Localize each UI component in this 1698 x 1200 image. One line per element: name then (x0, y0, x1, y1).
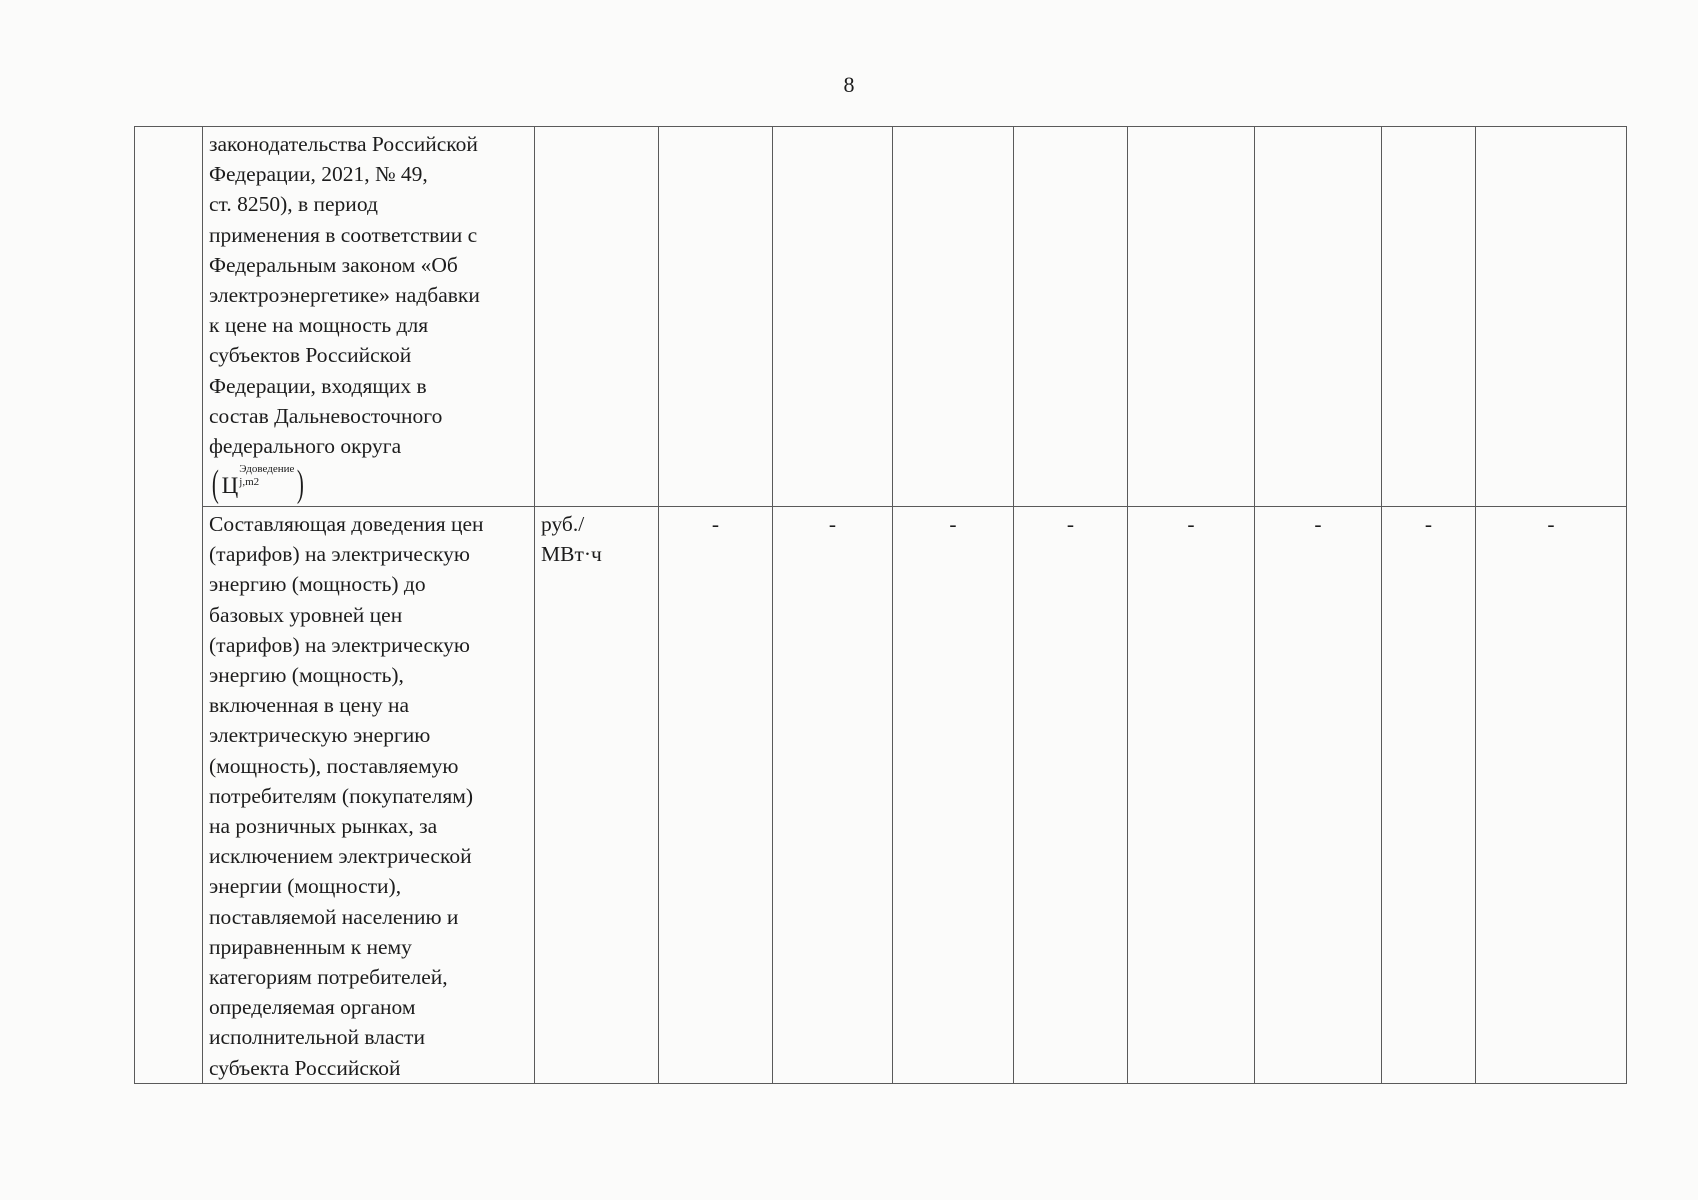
value-cell (1128, 127, 1255, 507)
row-description: законодательства Российской Федерации, 2021, № 49, ст. 8250), в период применения в соответствии с Федеральным законом «Об электроэнергетике» надбавки к цене на мощность для субъектов Российской Федерации, входящих в состав Дальневосточного федерального округа (209, 132, 480, 459)
value-cell: - (773, 507, 893, 1084)
table-row (135, 127, 1627, 507)
value-cell: - (659, 507, 773, 1084)
value-cell (1476, 127, 1627, 507)
value-cell: - (1382, 507, 1476, 1084)
tariff-table (134, 126, 1627, 1084)
value-cell (659, 127, 773, 507)
value-cell: - (1014, 507, 1128, 1084)
formula-subscript: j,m2 (239, 476, 260, 489)
formula-scripts (239, 463, 294, 489)
value-cell: - (1128, 507, 1255, 1084)
formula-close-paren: ) (297, 463, 305, 506)
formula-symbol (222, 463, 295, 505)
value-cell (773, 127, 893, 507)
value-cell: - (893, 507, 1014, 1084)
value-cell (1382, 127, 1476, 507)
value-cell (1255, 127, 1382, 507)
description-cell: Составляющая доведения цен (тарифов) на электрическую энергию (мощность) до базовых уровней цен (тарифов) на электрическую энергию (мощность), включенная в цену на электрическую энергию (мощность), поставляемую потребителям (покупателям) на розничных рынках, за исключением электрической энергии (мощности), поставляемой населению и приравненным к нему категориям потребителей, определяемая органом исполнительной власти субъекта Российской (203, 507, 535, 1084)
formula (209, 463, 307, 505)
formula-open-paren: ( (211, 463, 219, 506)
row-number-cell (135, 127, 203, 1084)
page-number: 8 (843, 72, 855, 97)
unit-cell: руб./ МВт·ч (535, 507, 659, 1084)
table-row (135, 507, 1627, 1084)
unit-cell (535, 127, 659, 507)
formula-base: Ц (221, 473, 239, 499)
value-cell: - (1476, 507, 1627, 1084)
value-cell (1014, 127, 1128, 507)
formula-superscript: Эдоведение (239, 463, 295, 476)
description-cell (203, 127, 535, 507)
value-cell (893, 127, 1014, 507)
value-cell: - (1255, 507, 1382, 1084)
